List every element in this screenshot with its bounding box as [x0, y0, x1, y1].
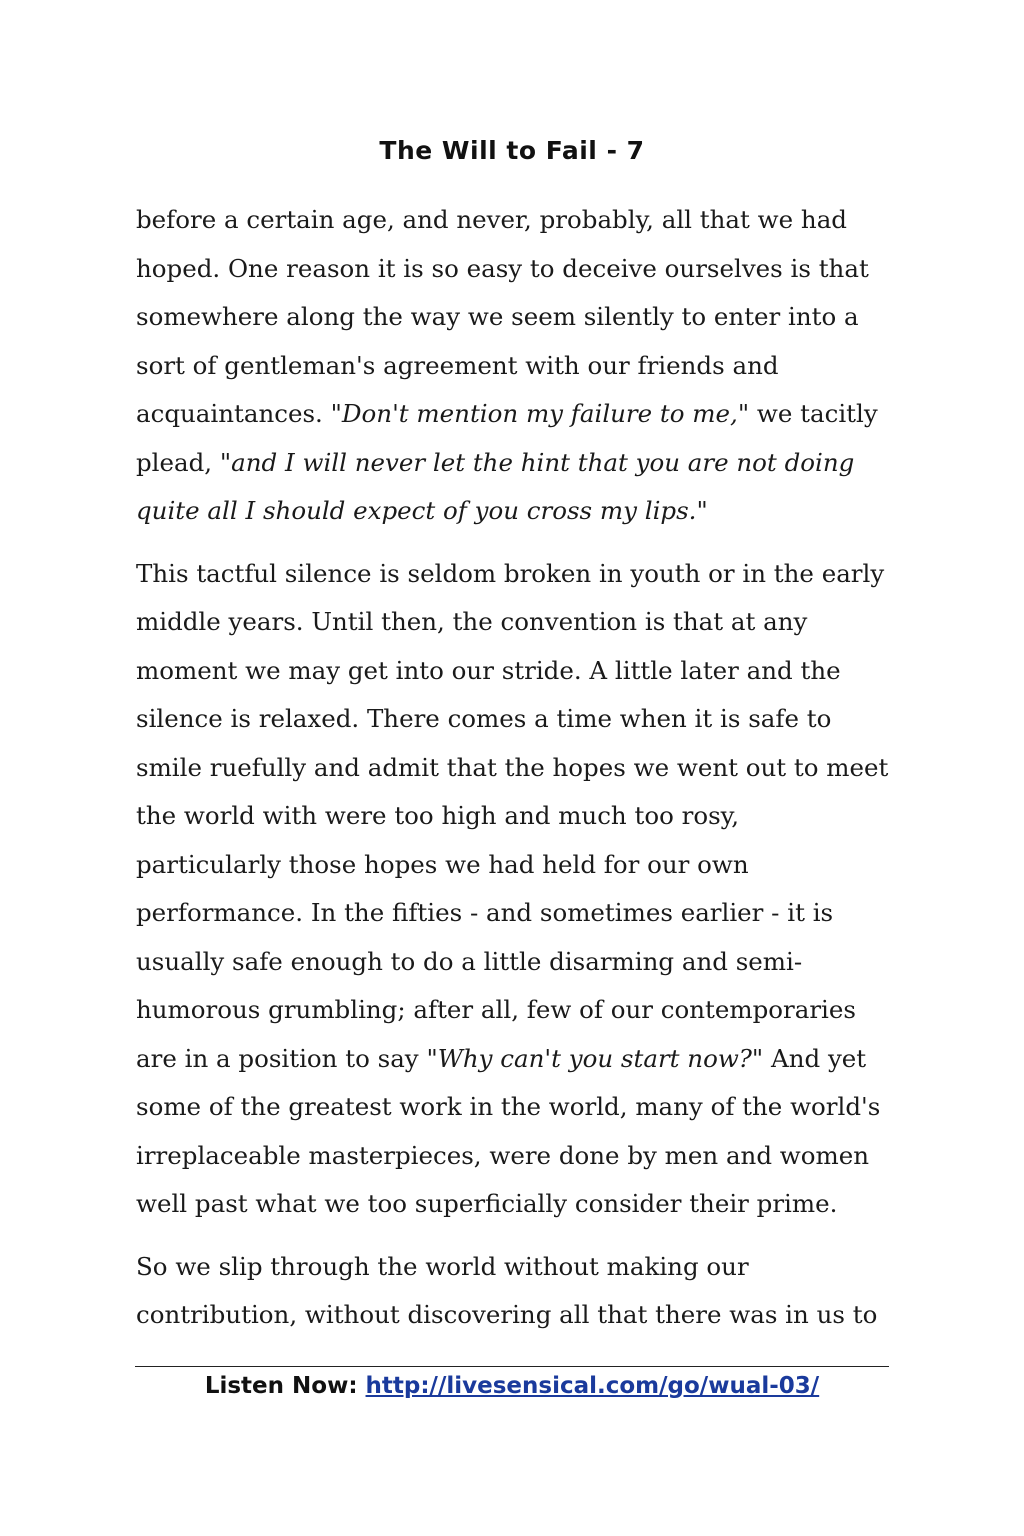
text-line — [136, 938, 896, 987]
text-run: plead, — [136, 447, 220, 477]
text-run: we tacitly — [749, 399, 878, 428]
text-run: moment we may get into our stride. A little later and the — [136, 655, 841, 685]
text-line — [136, 487, 896, 536]
text-run: particularly those hopes we had held for our own — [136, 849, 749, 879]
text-run: humorous grumbling; after all, few of our contemporaries — [136, 995, 856, 1024]
text-run: some of the greatest work in the world, many of the world's — [136, 1092, 881, 1121]
text-run: sort of gentleman's agreement with our friends and — [136, 350, 779, 380]
text-line — [136, 293, 896, 342]
text-run: somewhere along the way we seem silently to enter into a — [136, 302, 859, 331]
paragraph — [136, 550, 896, 1229]
text-line — [136, 986, 896, 1035]
italic-quote: "Why can't you start now?" — [426, 1043, 764, 1073]
text-line — [136, 390, 896, 439]
page-title: The Will to Fail - 7 — [379, 136, 645, 165]
text-line — [136, 1083, 896, 1132]
text-line — [136, 841, 896, 890]
text-run: acquaintances. — [136, 399, 331, 428]
text-run: are in a position to say — [136, 1043, 427, 1073]
text-run: performance. In the fifties - and sometimes earlier - it is — [136, 898, 834, 927]
text-line — [136, 744, 896, 793]
text-run: smile ruefully and admit that the hopes we went out to meet — [136, 752, 889, 782]
text-run: the world with were too high and much too rosy, — [136, 801, 740, 830]
text-line — [136, 647, 896, 696]
text-run: before a certain age, and never, probably, all that we had — [136, 205, 847, 234]
text-line — [136, 550, 896, 599]
text-line — [136, 695, 896, 744]
italic-quote: "Don't mention my failure to me," — [330, 399, 750, 428]
listen-now-label: Listen Now: — [204, 1373, 358, 1399]
text-run: And yet — [763, 1043, 867, 1073]
text-run: contribution, without discovering all that there was in us to — [136, 1300, 878, 1329]
footer-divider — [135, 1366, 889, 1367]
text-line — [136, 1035, 896, 1084]
text-line — [136, 792, 896, 841]
text-run: hoped. One reason it is so easy to deceive ourselves is that — [136, 253, 869, 283]
text-run: middle years. Until then, the convention is that at any — [136, 607, 808, 636]
text-line — [136, 889, 896, 938]
text-run: well past what we too superficially consider their prime. — [136, 1189, 838, 1218]
body-text — [136, 196, 896, 1354]
text-run: This tactful silence is seldom broken in youth or in the early — [136, 558, 885, 588]
footer — [0, 1373, 1024, 1399]
text-line — [136, 598, 896, 647]
italic-quote: "and I will never let the hint that you are not doing — [219, 447, 855, 477]
text-line — [136, 439, 896, 488]
text-run: irreplaceable masterpieces, were done by men and women — [136, 1140, 870, 1170]
paragraph — [136, 196, 896, 536]
text-run: silence is relaxed. There comes a time when it is safe to — [136, 704, 832, 733]
listen-now-link[interactable]: http://livesensical.com/go/wual-03/ — [365, 1373, 820, 1399]
text-run: usually safe enough to do a little disarming and semi- — [136, 946, 803, 976]
text-line — [136, 342, 896, 391]
text-line — [136, 1180, 896, 1229]
text-line — [136, 1132, 896, 1181]
text-run: So we slip through the world without making our — [136, 1251, 749, 1281]
paragraph — [136, 1243, 896, 1340]
text-line — [136, 196, 896, 245]
text-line — [136, 245, 896, 294]
text-line — [136, 1291, 896, 1340]
italic-quote: quite all I should expect of you cross my lips." — [136, 496, 708, 525]
text-line — [136, 1243, 896, 1292]
